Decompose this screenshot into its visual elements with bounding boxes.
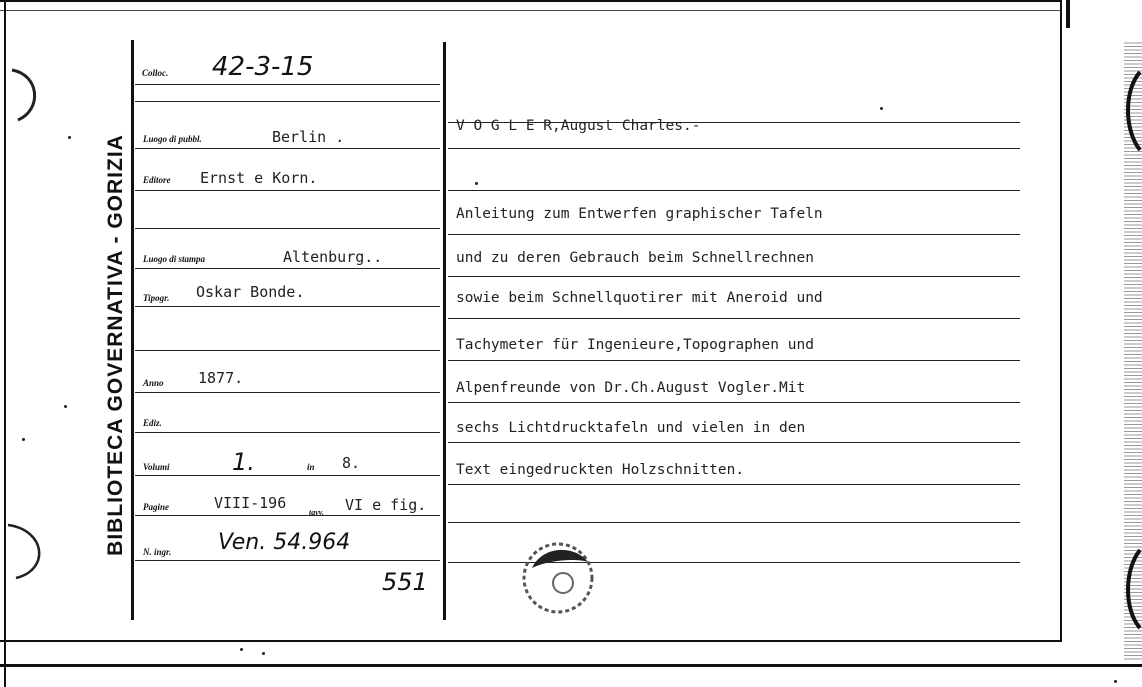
label-editore: Editore xyxy=(143,175,171,185)
value-luogo-pubbl: Berlin . xyxy=(272,128,345,146)
hole-punch-bottom xyxy=(6,520,56,580)
left-column-rule xyxy=(131,40,134,620)
label-anno: Anno xyxy=(143,378,164,388)
rule-luogo-stampa xyxy=(135,268,440,269)
label-luogo-pubbl: Luogo di pubbl. xyxy=(143,134,202,144)
catalog-line-3: und zu deren Gebrauch beim Schnellrechnen xyxy=(456,250,814,266)
rule-volumi xyxy=(135,475,440,476)
card-left-edge xyxy=(4,0,6,687)
rule-right-1 xyxy=(448,148,1020,149)
value-anno: 1877. xyxy=(198,369,244,387)
speck xyxy=(880,107,883,110)
catalog-line-7: sechs Lichtdrucktafeln und vielen in den xyxy=(456,420,806,436)
hole-punch-top xyxy=(10,65,50,125)
label-volumi: Volumi xyxy=(143,462,170,472)
rule-right-3 xyxy=(448,234,1020,235)
label-in: in xyxy=(307,462,315,472)
label-ediz: Ediz. xyxy=(143,418,162,428)
label-luogo-stampa: Luogo di stampa xyxy=(143,254,206,264)
value-tipogr: Oskar Bonde. xyxy=(196,283,305,301)
value-pagine: VIII-196 xyxy=(214,494,287,512)
value-tavv: VI e fig. xyxy=(345,496,427,514)
rule-tipogr xyxy=(135,306,440,307)
rule-anno xyxy=(135,392,440,393)
speck xyxy=(262,652,265,655)
rule-right-4 xyxy=(448,276,1020,277)
value-luogo-stampa: Altenburg.. xyxy=(283,248,383,266)
speck xyxy=(475,182,478,185)
speck xyxy=(240,648,243,651)
speck xyxy=(1114,680,1117,683)
card-right-edge xyxy=(1060,0,1062,640)
rule-ediz xyxy=(135,432,440,433)
library-stamp xyxy=(518,538,598,618)
rule-n-ingr xyxy=(135,560,440,561)
label-pagine: Pagine xyxy=(143,502,169,512)
library-spine-title: BIBLIOTECA GOVERNATIVA - GORIZIA xyxy=(104,134,127,556)
rule-pagine xyxy=(135,515,440,516)
rule-luogo-pubbl xyxy=(135,148,440,149)
rule-right-9 xyxy=(448,484,1020,485)
card-top-edge-2 xyxy=(0,10,1060,11)
label-colloc: Colloc. xyxy=(142,68,169,78)
value-colloc: 42-3-15 xyxy=(212,52,314,82)
rule-blank-2 xyxy=(135,350,440,351)
rule-colloc xyxy=(135,84,440,85)
value-volumi: 1. xyxy=(232,448,255,476)
rule-blank-1 xyxy=(135,228,440,229)
catalog-line-2: Anleitung zum Entwerfen graphischer Tafeln xyxy=(456,206,823,222)
speck xyxy=(68,136,71,139)
catalog-line-4: sowie beim Schnellquotirer mit Aneroid und xyxy=(456,290,823,306)
value-n-ingr-extra: 551 xyxy=(382,568,428,596)
card-top-edge xyxy=(0,0,1060,2)
card-right-outer xyxy=(1066,0,1070,28)
label-n-ingr: N. ingr. xyxy=(143,547,172,557)
right-edge-arc xyxy=(1120,70,1142,630)
middle-column-rule xyxy=(443,42,446,620)
rule-right-10 xyxy=(448,522,1020,523)
rule-colloc-2 xyxy=(135,101,440,102)
speck xyxy=(22,438,25,441)
catalog-line-1: V O G L E R,August Charles.- xyxy=(456,118,701,134)
label-tipogr: Tipogr. xyxy=(143,293,170,303)
rule-right-7 xyxy=(448,402,1020,403)
value-in: 8. xyxy=(342,454,361,472)
speck xyxy=(64,405,67,408)
value-n-ingr: Ven. 54.964 xyxy=(218,530,351,555)
catalog-line-6: Alpenfreunde von Dr.Ch.August Vogler.Mit xyxy=(456,380,806,396)
rule-right-6 xyxy=(448,360,1020,361)
card-bottom-edge-2 xyxy=(0,664,1142,667)
label-tavv: tavv. xyxy=(309,508,325,517)
rule-editore xyxy=(135,190,440,191)
catalog-line-8: Text eingedruckten Holzschnitten. xyxy=(456,462,745,478)
rule-right-5 xyxy=(448,318,1020,319)
rule-right-8 xyxy=(448,442,1020,443)
catalog-line-5: Tachymeter für Ingenieure,Topographen und xyxy=(456,337,814,353)
value-editore: Ernst e Korn. xyxy=(200,169,318,187)
card-bottom-edge xyxy=(0,640,1062,642)
rule-right-2 xyxy=(448,190,1020,191)
